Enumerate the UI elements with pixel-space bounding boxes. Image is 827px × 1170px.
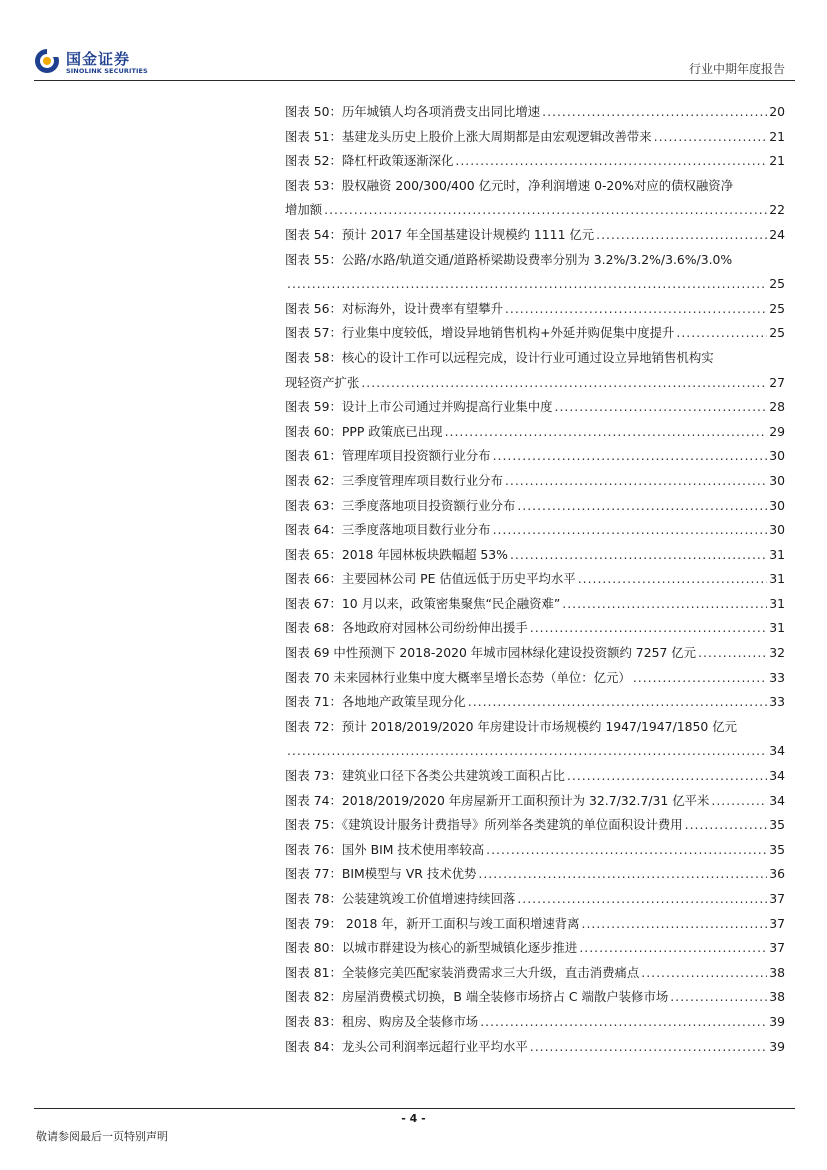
dot-leader (493, 518, 768, 543)
toc-entry-title: 图表 64：三季度落地项目数行业分布 (285, 522, 491, 538)
toc-entry-page: 29 (769, 423, 785, 439)
toc-entry[interactable] (285, 985, 785, 1010)
toc-entry[interactable] (285, 666, 785, 691)
dot-leader (455, 149, 767, 174)
toc-entry-page: 25 (769, 325, 785, 341)
footer-divider (34, 1108, 795, 1109)
toc-entry-title: 图表 65：2018 年园林板块跌幅超 53% (285, 546, 508, 562)
toc-entry[interactable] (285, 297, 785, 322)
toc-entry-page: 21 (769, 153, 785, 169)
toc-entry-title: 图表 68：各地政府对园林公司纷纷伸出援手 (285, 620, 528, 636)
toc-entry-page: 35 (769, 841, 785, 857)
dot-leader (486, 838, 767, 863)
dot-leader (324, 198, 767, 223)
toc-entry-title: 图表 77：BIM模型与 VR 技术优势 (285, 866, 477, 882)
dot-leader (562, 592, 767, 617)
toc-entry[interactable] (285, 223, 785, 248)
toc-entry-title: 图表 56：对标海外，设计费率有望攀升 (285, 300, 503, 316)
toc-entry-title: 图表 53：股权融资 200/300/400 亿元时，净利润增速 0-20%对应的债权融资净 (285, 177, 734, 193)
toc-entry[interactable] (285, 936, 785, 961)
toc-entry-title: 图表 79： 2018 年，新开工面积与竣工面积增速背离 (285, 915, 580, 931)
toc-entry-title-continued: 现轻资产扩张 (285, 374, 360, 390)
logo-chinese-name: 国金证券 (66, 50, 131, 68)
toc-entry-title: 图表 57：行业集中度较低，增设异地销售机构+外延并购促集中度提升 (285, 325, 675, 341)
toc-entry[interactable] (285, 690, 785, 715)
dot-leader (445, 420, 768, 445)
toc-entry[interactable] (285, 616, 785, 641)
toc-entry-title: 图表 82：房屋消费模式切换，B 端全装修市场挤占 C 端散户装修市场 (285, 989, 669, 1005)
company-logo (34, 44, 154, 80)
page-number: - 4 - (401, 1112, 426, 1125)
dot-leader (478, 862, 767, 887)
toc-entry[interactable] (285, 641, 785, 666)
toc-entry-page: 34 (769, 768, 785, 784)
toc-entry-title: 图表 67：10 月以来，政策密集聚焦“民企融资难” (285, 595, 561, 611)
dot-leader (641, 961, 767, 986)
dot-leader (654, 125, 768, 150)
toc-entry-title: 图表 76：国外 BIM 技术使用率较高 (285, 841, 485, 857)
dot-leader (517, 494, 767, 519)
toc-entry-title: 图表 66：主要园林公司 PE 估值远低于历史平均水平 (285, 571, 576, 587)
toc-entry-page: 36 (769, 866, 785, 882)
dot-leader (579, 936, 767, 961)
toc-entry-title: 图表 83：租房、购房及全装修市场 (285, 1013, 479, 1029)
toc-entry-title: 图表 52：降杠杆政策逐渐深化 (285, 153, 454, 169)
toc-entry[interactable] (285, 321, 785, 346)
toc-entry-page: 39 (769, 1038, 785, 1054)
toc-entry[interactable] (285, 1010, 785, 1035)
toc-entry-title: 图表 61：管理库项目投资额行业分布 (285, 448, 491, 464)
toc-entry-page: 31 (769, 546, 785, 562)
toc-entry[interactable] (285, 1035, 785, 1060)
dot-leader (676, 321, 767, 346)
toc-entry-page: 24 (769, 226, 785, 242)
toc-entry[interactable] (285, 420, 785, 445)
disclaimer-note: 敬请参阅最后一页特别声明 (36, 1130, 168, 1143)
dot-leader (505, 297, 767, 322)
dot-leader (480, 1010, 767, 1035)
toc-entry[interactable] (285, 567, 785, 592)
toc-entry-title: 图表 55：公路/水路/轨道交通/道路桥梁勘设费率分别为 3.2%/3.2%/3.6%/3.0% (285, 251, 733, 267)
report-type-label: 行业中期年度报告 (688, 62, 785, 76)
toc-entry[interactable] (285, 395, 785, 420)
toc-entry-title: 图表 54：预计 2017 年全国基建设计规模约 1111 亿元 (285, 226, 595, 242)
toc-entry-page: 30 (769, 472, 785, 488)
toc-entry-page: 33 (769, 669, 785, 685)
toc-entry[interactable] (285, 961, 785, 986)
toc-entry-page: 34 (769, 743, 785, 759)
toc-entry-title: 图表 60：PPP 政策底已出现 (285, 423, 443, 439)
toc-entry-title: 图表 78：公装建筑竣工价值增速持续回落 (285, 891, 516, 906)
toc-entry-page: 33 (769, 694, 785, 710)
toc-entry-page: 37 (769, 940, 785, 956)
dot-leader (530, 616, 767, 641)
toc-entry-title: 图表 73：建筑业口径下各类公共建筑竣工面积占比 (285, 768, 565, 784)
toc-entry-page: 37 (769, 915, 785, 931)
toc-entry-page: 37 (769, 891, 785, 906)
toc-entry-page: 34 (769, 792, 785, 808)
dot-leader (530, 1035, 767, 1060)
toc-entry[interactable] (285, 543, 785, 568)
toc-entry[interactable] (285, 789, 785, 814)
logo-english-name: SINOLINK SECURITIES (66, 67, 148, 75)
toc-entry[interactable] (285, 174, 785, 223)
dot-leader (555, 395, 768, 420)
toc-entry-title: 图表 80：以城市群建设为核心的新型城镇化逐步推进 (285, 940, 578, 956)
dot-leader (468, 690, 767, 715)
toc-entry[interactable] (285, 494, 785, 519)
toc-entry-title: 图表 50：历年城镇人均各项消费支出同比增速 (285, 104, 541, 119)
toc-entry-page: 38 (769, 964, 785, 980)
toc-entry[interactable] (285, 715, 785, 764)
toc-entry[interactable] (285, 149, 785, 174)
toc-entry[interactable] (285, 813, 785, 838)
toc-entry-page: 38 (769, 989, 785, 1005)
toc-entry[interactable] (285, 518, 785, 543)
dot-leader (578, 567, 768, 592)
dot-leader (510, 543, 767, 568)
toc-entry[interactable] (285, 592, 785, 617)
toc-entry[interactable] (285, 248, 785, 297)
dot-leader (596, 223, 767, 248)
dot-leader (633, 666, 767, 691)
dot-leader (685, 813, 768, 838)
toc-entry-title: 图表 51：基建龙头历史上股价上涨大周期都是由宏观逻辑改善带来 (285, 128, 652, 144)
toc-entry[interactable] (285, 912, 785, 937)
toc-entry-page: 31 (769, 595, 785, 611)
toc-entry[interactable] (285, 444, 785, 469)
dot-leader (505, 469, 767, 494)
table-of-figures (285, 100, 785, 1059)
toc-entry-page: 28 (769, 399, 785, 415)
toc-entry-title: 图表 75：《建筑设计服务计费指导》所列举各类建筑的单位面积设计费用 (285, 817, 683, 833)
dot-leader (698, 641, 767, 666)
header-divider (34, 80, 795, 81)
toc-entry-title: 图表 70 未来园林行业集中度大概率呈增长态势（单位：亿元） (285, 669, 631, 685)
dot-leader (361, 371, 767, 396)
toc-entry-title: 图表 62：三季度管理库项目数行业分布 (285, 472, 503, 488)
toc-entry-page: 35 (769, 817, 785, 833)
dot-leader (567, 764, 767, 789)
toc-entry-page: 30 (769, 522, 785, 538)
toc-entry-page: 31 (769, 571, 785, 587)
toc-entry[interactable] (285, 764, 785, 789)
toc-entry-page: 31 (769, 620, 785, 636)
toc-entry[interactable] (285, 469, 785, 494)
toc-entry-page: 30 (769, 448, 785, 464)
dot-leader (517, 887, 767, 912)
toc-entry-title: 图表 63：三季度落地项目投资额行业分布 (285, 497, 516, 513)
toc-entry-page: 20 (769, 104, 785, 119)
toc-entry[interactable] (285, 100, 785, 125)
toc-entry-page: 39 (769, 1013, 785, 1029)
toc-entry-title: 图表 81：全装修完美匹配家装消费需求三大升级，直击消费痛点 (285, 964, 640, 980)
toc-entry-page: 32 (769, 645, 785, 661)
toc-entry-title: 图表 59：设计上市公司通过并购提高行业集中度 (285, 399, 553, 415)
toc-entry-title: 图表 58：核心的设计工作可以远程完成，设计行业可通过设立异地销售机构实 (285, 349, 714, 365)
toc-entry-page: 22 (769, 202, 785, 218)
dot-leader (542, 100, 767, 125)
toc-entry-title: 图表 72：预计 2018/2019/2020 年房建设计市场规模约 1947/1947/1850 亿元 (285, 718, 737, 734)
toc-entry-page: 27 (769, 374, 785, 390)
toc-entry[interactable] (285, 887, 785, 912)
toc-entry-title: 图表 84：龙头公司利润率远超行业平均水平 (285, 1038, 528, 1054)
toc-entry[interactable] (285, 862, 785, 887)
toc-entry-page: 25 (769, 300, 785, 316)
toc-entry-page: 30 (769, 497, 785, 513)
toc-entry-page: 25 (769, 276, 785, 292)
toc-entry-page: 21 (769, 128, 785, 144)
dot-leader (711, 789, 767, 814)
toc-entry-title: 图表 71：各地地产政策呈现分化 (285, 694, 466, 710)
toc-entry-title: 图表 69 中性预测下 2018-2020 年城市园林绿化建设投资额约 7257 亿元 (285, 645, 697, 661)
dot-leader (287, 739, 767, 764)
dot-leader (493, 444, 768, 469)
dot-leader (582, 912, 768, 937)
dot-leader (287, 272, 767, 297)
toc-entry[interactable] (285, 346, 785, 395)
toc-entry-title: 图表 74：2018/2019/2020 年房屋新开工面积预计为 32.7/32.7/31 亿平米 (285, 792, 710, 808)
toc-entry[interactable] (285, 125, 785, 150)
dot-leader (670, 985, 767, 1010)
toc-entry[interactable] (285, 838, 785, 863)
toc-entry-title-continued: 增加额 (285, 202, 323, 218)
sinolink-logo-icon (34, 48, 60, 74)
